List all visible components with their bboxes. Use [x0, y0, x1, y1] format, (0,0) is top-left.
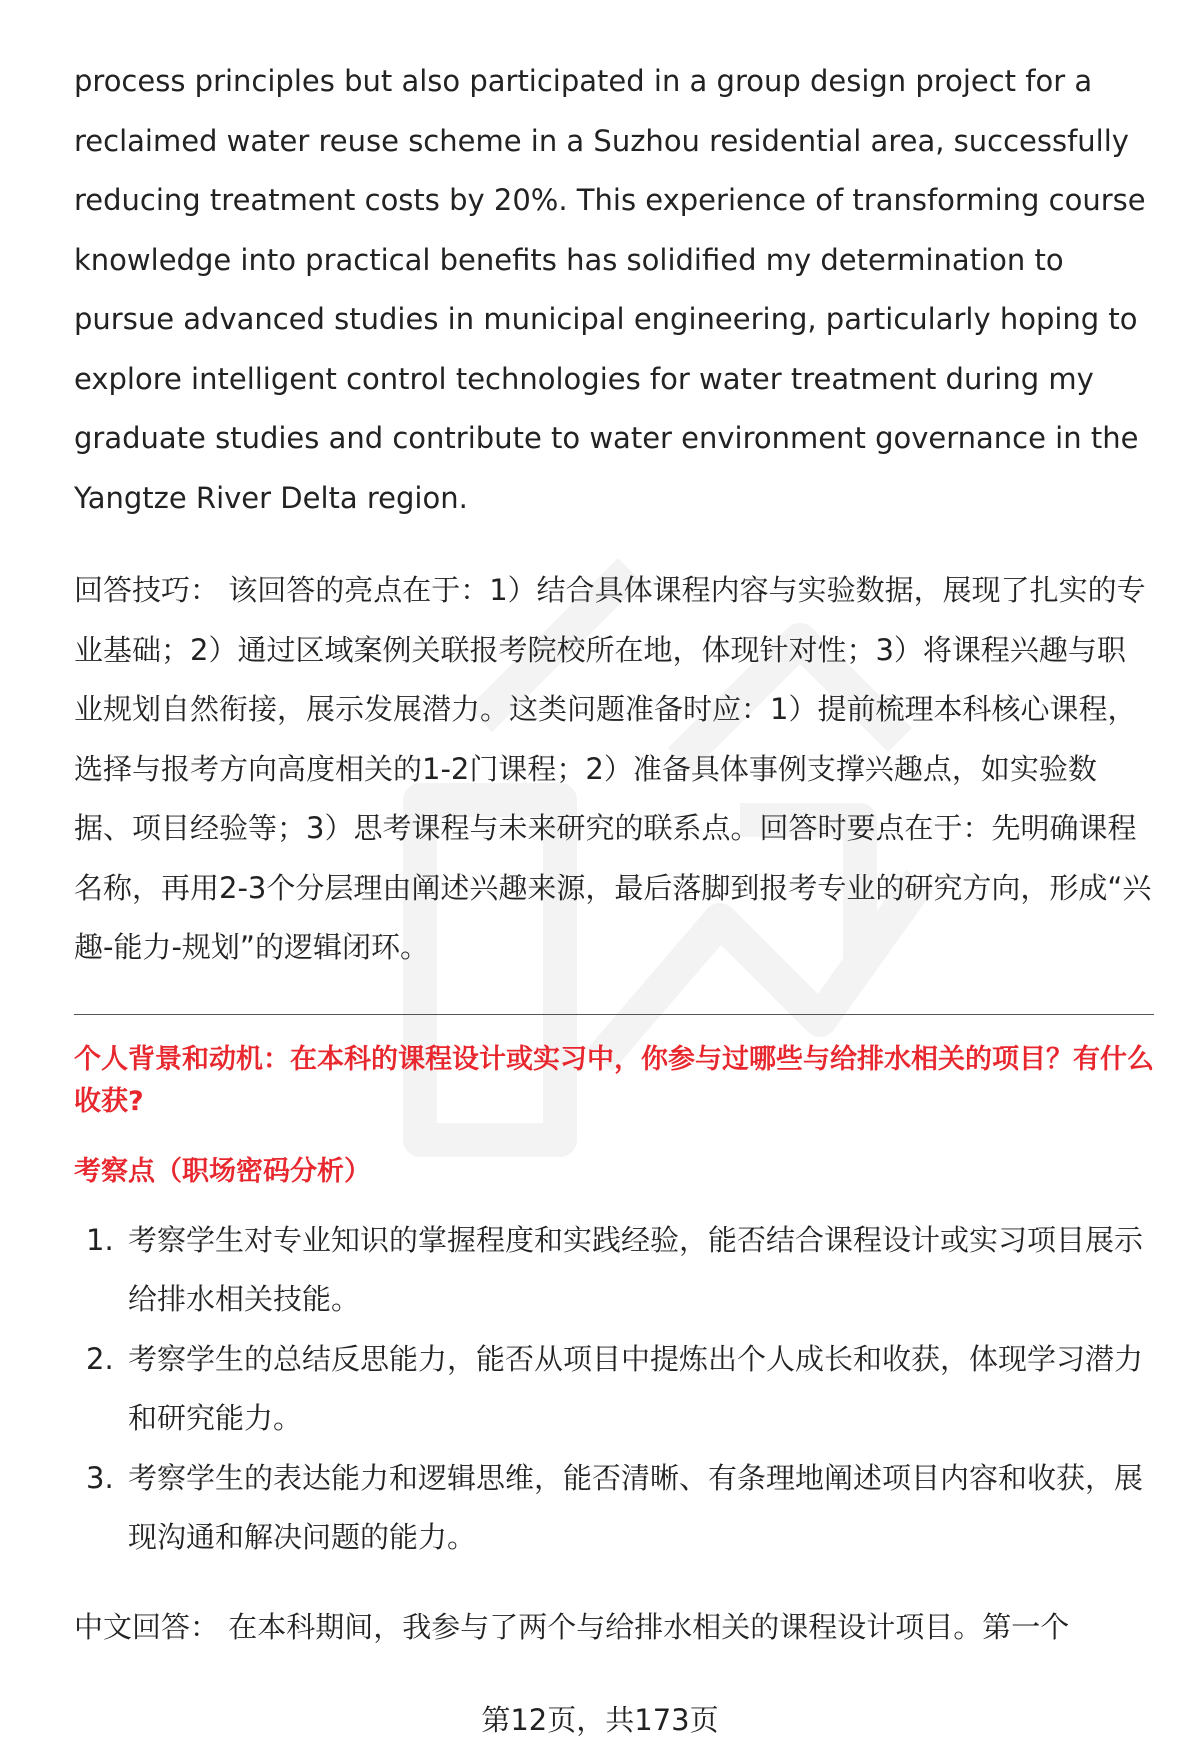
evaluation-points-heading: 考察点（职场密码分析）	[74, 1155, 371, 1187]
list-item	[74, 1330, 1154, 1449]
list-item-number: 1.	[86, 1222, 114, 1257]
list-item-text: 考察学生的总结反思能力，能否从项目中提炼出个人成长和收获，体现学习潜力和研究能力。	[128, 1341, 1144, 1435]
document-page	[74, 52, 1154, 1657]
chinese-answer-start: 中文回答： 在本科期间，我参与了两个与给排水相关的课程设计项目。第一个	[74, 1609, 1070, 1644]
intro-paragraph: process principles but also participated in a group design project for a reclaimed water reuse scheme in a Suzhou residential area, successfully reducing treatment costs by 20%. This experience of transforming course knowledge into practical benefits has solidified my determination to pursue advanced studies in municipal engineering, particularly hoping to explore intelligent control technologies for water treatment during my graduate studies and contribute to water environment governance in the Yangtze River Delta region.	[74, 64, 1146, 515]
list-item-number: 2.	[86, 1341, 114, 1376]
question-title: 个人背景和动机：在本科的课程设计或实习中，你参与过哪些与给排水相关的项目？有什么收获?	[74, 1043, 1154, 1117]
section-divider	[74, 1014, 1154, 1015]
answer-tips-paragraph: 回答技巧： 该回答的亮点在于：1）结合具体课程内容与实验数据，展现了扎实的专业基础；2）通过区域案例关联报考院校所在地，体现针对性；3）将课程兴趣与职业规划自然衔接，展示发展潜力。这类问题准备时应：1）提前梳理本科核心课程，选择与报考方向高度相关的1-2门课程；2）准备具体事例支撑兴趣点，如实验数据、项目经验等；3）思考课程与未来研究的联系点。回答时要点在于：先明确课程名称，再用2-3个分层理由阐述兴趣来源，最后落脚到报考专业的研究方向，形成“兴趣-能力-规划”的逻辑闭环。	[74, 573, 1152, 964]
list-item-text: 考察学生的表达能力和逻辑思维，能否清晰、有条理地阐述项目内容和收获，展现沟通和解决问题的能力。	[128, 1460, 1144, 1554]
list-item-text: 考察学生对专业知识的掌握程度和实践经验，能否结合课程设计或实习项目展示给排水相关技能。	[128, 1222, 1144, 1316]
evaluation-points-list	[74, 1211, 1154, 1568]
list-item-number: 3.	[86, 1460, 114, 1495]
list-item	[74, 1211, 1154, 1330]
list-item	[74, 1449, 1154, 1568]
page-number-footer: 第12页，共173页	[481, 1703, 719, 1737]
